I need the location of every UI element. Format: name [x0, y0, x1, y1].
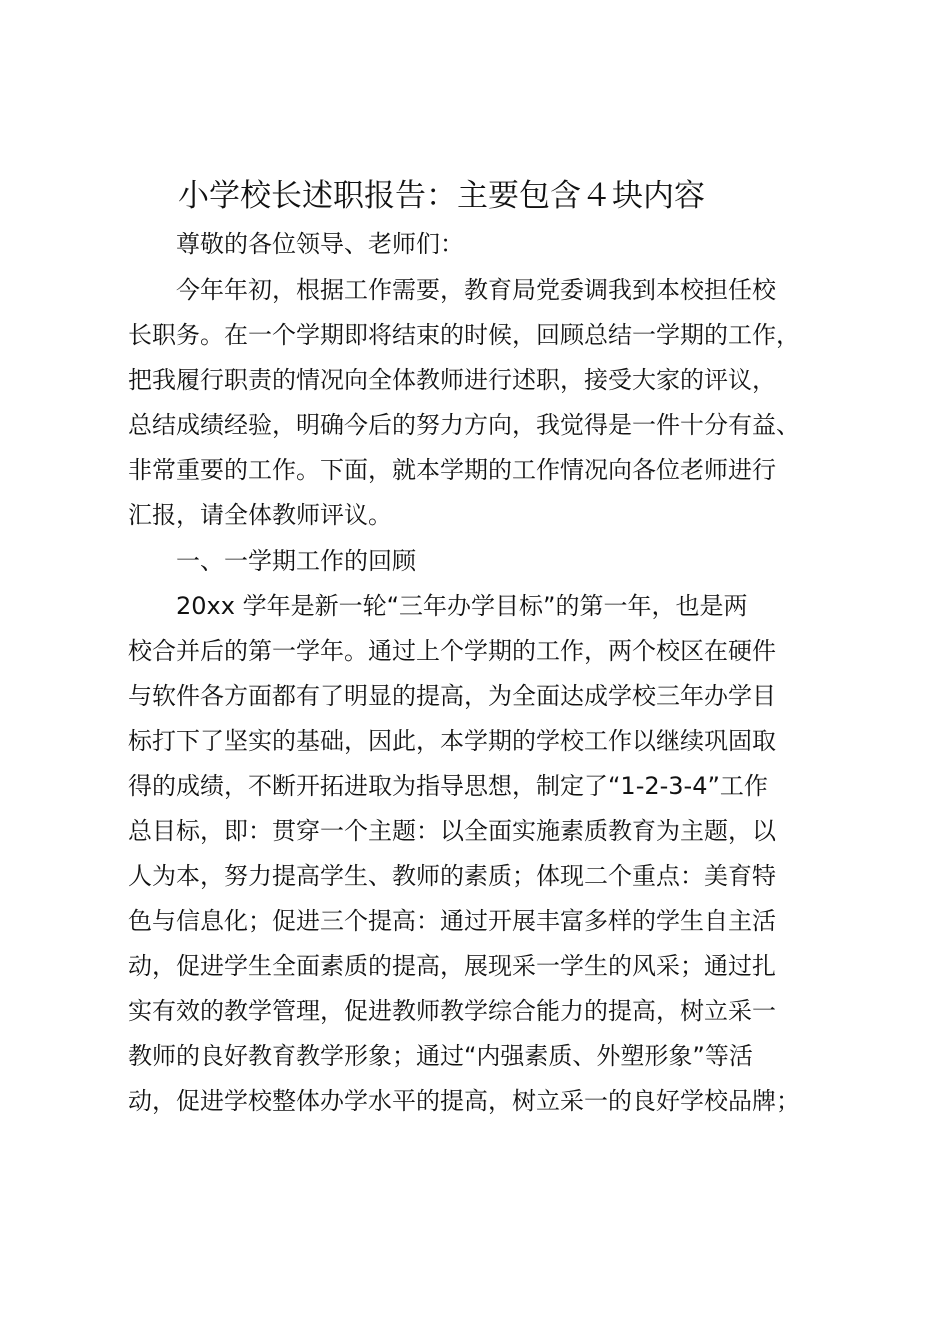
paragraph-line: 把我履行职责的情况向全体教师进行述职，接受大家的评议，: [128, 366, 776, 394]
paragraph-line: 得的成绩，不断开拓进取为指导思想，制定了“1-2-3-4”工作: [128, 772, 768, 800]
paragraph-line: 非常重要的工作。下面，就本学期的工作情况向各位老师进行: [128, 456, 776, 484]
paragraph-line: 与软件各方面都有了明显的提高，为全面达成学校三年办学目: [128, 682, 776, 710]
paragraph-line: 总结成绩经验，明确今后的努力方向，我觉得是一件十分有益、: [128, 411, 800, 439]
paragraph-line: 汇报，请全体教师评议。: [128, 501, 392, 529]
paragraph-line: 20xx 学年是新一轮“三年办学目标”的第一年，也是两: [176, 592, 748, 620]
paragraph-line: 长职务。在一个学期即将结束的时候，回顾总结一学期的工作，: [128, 321, 800, 349]
salutation: 尊敬的各位领导、老师们：: [176, 230, 464, 258]
paragraph-line: 动，促进学生全面素质的提高，展现采一学生的风采；通过扎: [128, 952, 776, 980]
paragraph-line: 人为本，努力提高学生、教师的素质；体现二个重点：美育特: [128, 862, 776, 890]
paragraph-line: 实有效的教学管理，促进教师教学综合能力的提高，树立采一: [128, 997, 776, 1025]
paragraph-line: 今年年初，根据工作需要，教育局党委调我到本校担任校: [176, 276, 776, 304]
section-heading: 一、一学期工作的回顾: [176, 547, 416, 575]
paragraph-line: 教师的良好教育教学形象；通过“内强素质、外塑形象”等活: [128, 1042, 753, 1070]
paragraph-line: 动，促进学校整体办学水平的提高，树立采一的良好学校品牌；: [128, 1087, 800, 1115]
document-title: 小学校长述职报告：主要包含４块内容: [178, 178, 705, 214]
paragraph-line: 色与信息化；促进三个提高：通过开展丰富多样的学生自主活: [128, 907, 776, 935]
paragraph-line: 标打下了坚实的基础，因此，本学期的学校工作以继续巩固取: [128, 727, 776, 755]
paragraph-line: 校合并后的第一学年。通过上个学期的工作，两个校区在硬件: [128, 637, 776, 665]
paragraph-line: 总目标，即：贯穿一个主题：以全面实施素质教育为主题，以: [128, 817, 776, 845]
